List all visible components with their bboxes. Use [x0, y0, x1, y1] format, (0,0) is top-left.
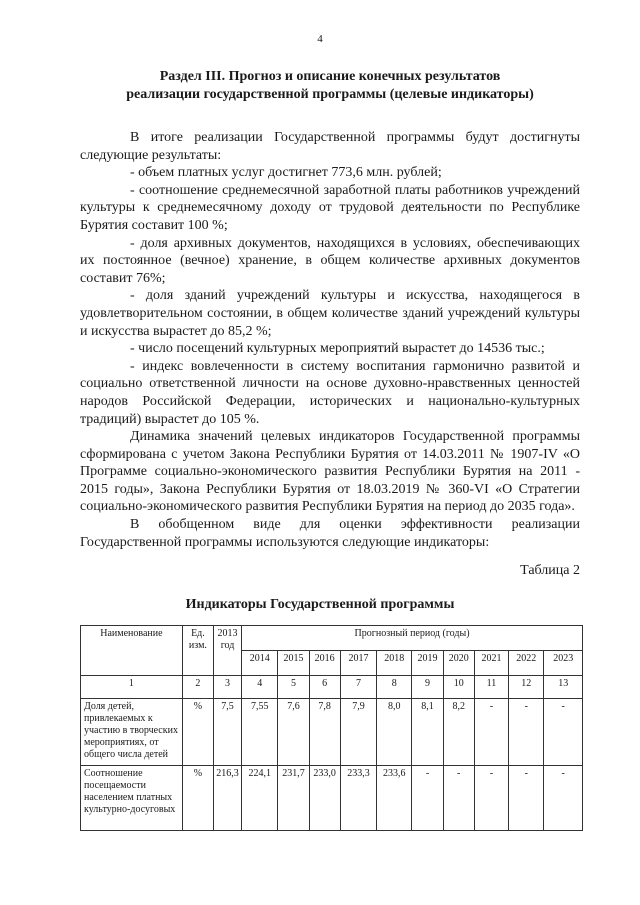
year-header: 2022 — [509, 651, 544, 676]
year-header: 2017 — [340, 651, 376, 676]
indicator-unit: % — [182, 699, 213, 766]
indicator-value: - — [509, 766, 544, 831]
indicator-value: - — [412, 766, 443, 831]
table-row — [81, 699, 583, 766]
indicator-name: Доля детей, привлекаемых к участию в творческих мероприятиях, от общего числа детей — [81, 699, 183, 766]
column-number: 5 — [278, 676, 309, 699]
indicator-value: 7,8 — [309, 699, 340, 766]
year-header: 2021 — [474, 651, 508, 676]
indicator-value: - — [474, 766, 508, 831]
body-text — [80, 129, 580, 551]
indicator-value: 233,6 — [377, 766, 412, 831]
col-header-unit: Ед. изм. — [182, 626, 213, 676]
year-header: 2015 — [278, 651, 309, 676]
indicator-value: - — [443, 766, 474, 831]
column-number: 3 — [214, 676, 242, 699]
indicator-value: 8,0 — [377, 699, 412, 766]
paragraph: - соотношение среднемесячной заработной платы работников учреждений культуры к среднемесячному доходу от трудовой деятельности по Республике Бурятия составит 100 %; — [80, 182, 580, 233]
column-number: 6 — [309, 676, 340, 699]
year-header: 2014 — [242, 651, 278, 676]
indicator-value: 7,55 — [242, 699, 278, 766]
indicator-base: 216,3 — [214, 766, 242, 831]
indicator-value: 8,1 — [412, 699, 443, 766]
column-number: 11 — [474, 676, 508, 699]
column-number: 13 — [544, 676, 583, 699]
table-label: Таблица 2 — [520, 563, 580, 578]
paragraph: - доля зданий учреждений культуры и искусства, находящегося в удовлетворительном состоянии, в общем количестве зданий учреждений культуры и искусства вырастет до 85,2 %; — [80, 288, 580, 339]
paragraph: - число посещений культурных мероприятий вырастет до 14536 тыс.; — [130, 341, 545, 357]
column-number: 2 — [182, 676, 213, 699]
column-number: 4 — [242, 676, 278, 699]
table-row — [81, 766, 583, 831]
paragraph: Динамика значений целевых индикаторов Государственной программы сформирована с учетом Закона Республики Бурятия от 14.03.2011 № 1907-IV «О Программе социально-экономического развития Республики Бурятия на 2011 - 2015 годы», Закона Республики Бурятия от 18.03.2019 № 360-VI «О Стратегии социально-экономического развития Республики Бурятия на период до 2035 года». — [80, 429, 580, 515]
year-header: 2019 — [412, 651, 443, 676]
year-header: 2020 — [443, 651, 474, 676]
col-header-name: Наименование — [81, 626, 183, 676]
indicator-value: 231,7 — [278, 766, 309, 831]
indicator-unit: % — [182, 766, 213, 831]
table-header-row — [81, 626, 583, 651]
indicator-value: - — [544, 766, 583, 831]
indicator-value: - — [474, 699, 508, 766]
indicators-table — [80, 625, 583, 831]
indicator-base: 7,5 — [214, 699, 242, 766]
paragraph: В обобщенном виде для оценки эффективности реализации Государственной программы используются следующие индикаторы: — [80, 517, 580, 550]
indicator-value: - — [544, 699, 583, 766]
indicator-value: 233,0 — [309, 766, 340, 831]
section-heading — [80, 68, 580, 104]
heading-line-1: Раздел III. Прогноз и описание конечных результатов — [159, 69, 501, 84]
paragraph: - доля архивных документов, находящихся в условиях, обеспечивающих их постоянное (вечное) хранение, в общем количестве архивных документов составит 76%; — [80, 235, 580, 286]
column-number-row — [81, 676, 583, 699]
column-number: 12 — [509, 676, 544, 699]
year-header: 2016 — [309, 651, 340, 676]
column-number: 8 — [377, 676, 412, 699]
heading-line-2: реализации государственной программы (целевые индикаторы) — [126, 87, 534, 102]
col-header-forecast: Прогнозный период (годы) — [242, 626, 583, 651]
indicator-value: 7,6 — [278, 699, 309, 766]
column-number: 10 — [443, 676, 474, 699]
year-header: 2023 — [544, 651, 583, 676]
paragraph: В итоге реализации Государственной программы будут достигнуты следующие результаты: — [80, 130, 580, 163]
indicator-value: 233,3 — [340, 766, 376, 831]
indicator-value: 8,2 — [443, 699, 474, 766]
table-title: Индикаторы Государственной программы — [185, 597, 455, 612]
paragraph: - индекс вовлеченности в систему воспитания гармонично развитой и социально ответственной личности на основе духовно-нравственных ценностей народов Российской Федерации, исторических и национально-культурных традиций) вырастет до 105 %. — [80, 358, 580, 427]
col-header-base-year: 2013 год — [214, 626, 242, 676]
column-number: 7 — [340, 676, 376, 699]
indicator-value: 7,9 — [340, 699, 376, 766]
column-number: 1 — [81, 676, 183, 699]
indicator-value: 224,1 — [242, 766, 278, 831]
indicator-value: - — [509, 699, 544, 766]
paragraph: - объем платных услуг достигнет 773,6 млн. рублей; — [130, 165, 442, 181]
indicator-name: Соотношение посещаемости населением платных культурно-досуговых — [81, 766, 183, 831]
year-header: 2018 — [377, 651, 412, 676]
column-number: 9 — [412, 676, 443, 699]
page-number: 4 — [317, 33, 323, 45]
